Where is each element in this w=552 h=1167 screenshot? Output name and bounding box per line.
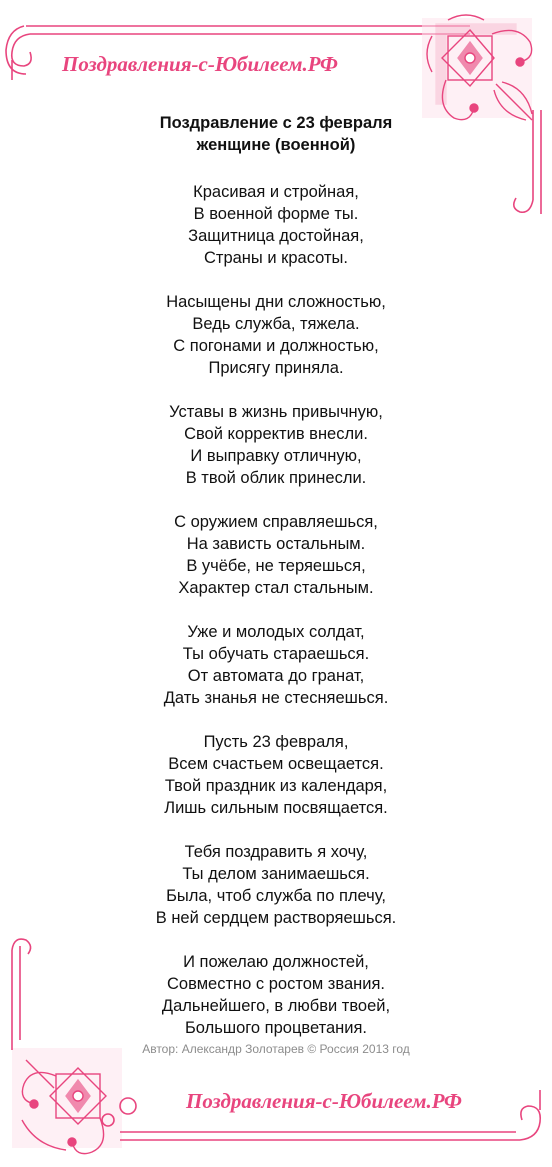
poem-line: Была, чтоб служба по плечу, [166,887,386,905]
stanza [0,841,552,929]
poem-line: В военной форме ты. [193,205,359,223]
poem-line: Характер стал стальным. [178,579,374,597]
poem-line: Красивая и стройная, [193,183,359,201]
poem-line: Ведь служба, тяжела. [192,315,360,333]
poem-line: В учёбе, не теряешься, [186,557,366,575]
poem-line: Всем счастьем освещается. [168,755,384,773]
stanza [0,511,552,599]
poem-line: Свой корректив внесли. [184,425,368,443]
stanza [0,621,552,709]
poem-line: На зависть остальным. [186,535,366,553]
poem-line: Пусть 23 февраля, [203,733,349,751]
poem-line: Страны и красоты. [203,249,348,267]
site-brand-bottom[interactable]: Поздравления-с-Юбилеем.РФ [186,1089,462,1113]
poem-line: Уставы в жизнь привычную, [169,403,383,421]
stanza [0,181,552,269]
poem-line: Лишь сильным посвящается. [164,799,388,817]
poem-line: Дать знанья не стесняешься. [163,689,389,707]
stanza [0,951,552,1039]
stanza [0,731,552,819]
poem-line: И пожелаю должностей, [183,953,369,971]
poem-line: В ней сердцем растворяешься. [155,909,397,927]
poem-line: В твой облик принесли. [185,469,367,487]
poem-title [0,112,552,156]
poem-line: Твой праздник из календаря, [164,777,388,795]
poem-line: Уже и молодых солдат, [187,623,365,641]
poem-line: Ты обучать стараешься. [182,645,370,663]
poem-line: Совместно с ростом звания. [167,975,385,993]
poem-body [0,181,552,1061]
poem-title-line-1: Поздравление с 23 февраля [159,114,393,132]
top-right-ornament [422,15,532,120]
poem-line: Дальнейшего, в любви твоей, [161,997,391,1015]
poem-line: С погонами и должностью, [173,337,379,355]
poem-line: Тебя поздравить я хочу, [184,843,368,861]
stanza [0,401,552,489]
stanza [0,291,552,379]
author-credit: Автор: Александр Золотарев © Россия 2013 год [142,1042,410,1056]
poem-line: Большого процветания. [184,1019,368,1037]
bottom-left-ornament [12,1048,122,1154]
poem-line: Защитница достойная, [188,227,364,245]
poem-line: Присягу приняла. [208,359,344,377]
poem-line: И выправку отличную, [190,447,362,465]
poem-line: От автомата до гранат, [187,667,365,685]
poem-line: Насыщены дни сложностью, [166,293,386,311]
site-brand-top[interactable]: Поздравления-с-Юбилеем.РФ [62,52,338,76]
poem-title-line-2: женщине (военной) [196,136,356,154]
poem-line: С оружием справляешься, [174,513,378,531]
poem-line: Ты делом занимаешься. [182,865,370,883]
